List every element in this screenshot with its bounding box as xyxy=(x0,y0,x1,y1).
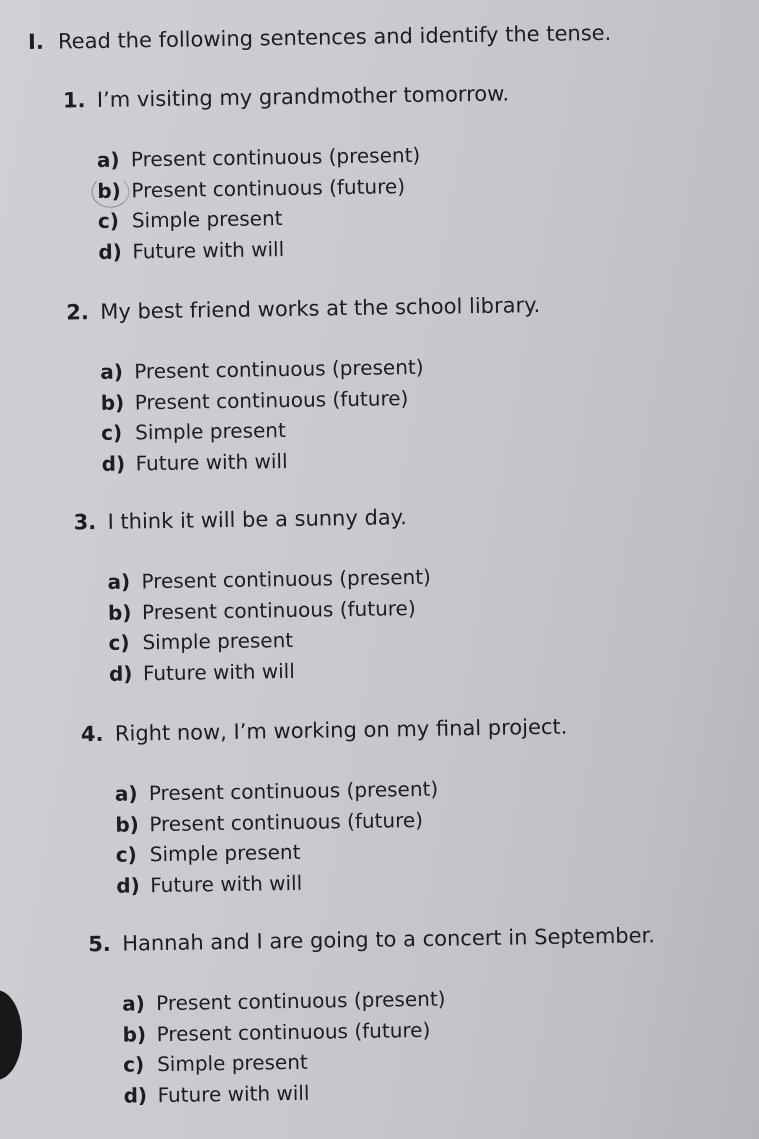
option-text: Future with will xyxy=(132,236,285,263)
option-letter: d) xyxy=(116,872,140,898)
option-letter: a) xyxy=(96,147,120,172)
question-text: I think it will be a sunny day. xyxy=(107,505,407,534)
question-text: Hannah and I are going to a concert in September. xyxy=(122,923,656,956)
option-text: Simple present xyxy=(149,839,301,867)
question-number: 3. xyxy=(73,510,97,535)
option-text: Future with will xyxy=(157,1080,310,1107)
option-text: Simple present xyxy=(156,1049,308,1077)
option-letter: d) xyxy=(101,451,126,476)
pencil-circle-mark xyxy=(91,175,129,208)
option-letter: a) xyxy=(100,359,124,384)
option-text: Present continuous (future) xyxy=(141,595,416,624)
question-4 xyxy=(81,712,570,902)
option-letter: a) xyxy=(114,781,138,806)
option-letter: c) xyxy=(97,208,120,233)
question-number: 2. xyxy=(66,300,90,325)
option-d[interactable] xyxy=(116,863,570,901)
option-letter: a) xyxy=(107,569,131,594)
section-heading xyxy=(28,21,612,54)
option-letter: c) xyxy=(108,630,130,655)
option-letter: c) xyxy=(100,420,123,445)
question-text: My best friend works at the school library. xyxy=(100,293,541,324)
question-3 xyxy=(73,502,432,690)
question-number: 5. xyxy=(88,931,111,957)
option-letter: b) xyxy=(97,178,122,203)
option-text: Present continuous (future) xyxy=(131,173,406,202)
option-d[interactable] xyxy=(98,230,512,267)
question-5 xyxy=(88,920,658,1111)
option-c[interactable] xyxy=(108,623,432,659)
option-d[interactable] xyxy=(109,653,433,689)
option-letter: d) xyxy=(108,660,133,686)
option-text: Future with will xyxy=(135,448,288,475)
option-text: Present continuous (present) xyxy=(148,776,439,806)
question-number: 4. xyxy=(80,721,104,747)
question-2 xyxy=(66,290,543,479)
option-letter: c) xyxy=(122,1052,145,1077)
question-text: Right now, I’m working on my final project. xyxy=(114,714,568,746)
section-number: I. xyxy=(27,29,45,55)
option-text: Present continuous (future) xyxy=(149,807,424,836)
question-1 xyxy=(63,78,512,267)
option-letter: d) xyxy=(98,239,122,264)
option-d[interactable] xyxy=(101,442,542,479)
option-text: Present continuous (future) xyxy=(134,385,409,414)
section-instruction: Read the following sentences and identify the tense. xyxy=(57,20,612,54)
option-letter: b) xyxy=(100,390,125,415)
option-text: Future with will xyxy=(142,658,295,685)
option-a[interactable] xyxy=(107,562,431,598)
option-text: Simple present xyxy=(142,627,294,655)
option-text: Simple present xyxy=(131,206,283,233)
question-text: I’m visiting my grandmother tomorrow. xyxy=(96,81,510,112)
option-text: Present continuous (present) xyxy=(155,986,446,1016)
option-text: Present continuous (present) xyxy=(141,564,432,594)
option-text: Simple present xyxy=(134,418,287,445)
option-letter: b) xyxy=(107,599,132,625)
option-letter: c) xyxy=(115,842,137,867)
option-b[interactable] xyxy=(108,592,432,628)
question-number: 1. xyxy=(62,88,86,113)
option-letter: b) xyxy=(122,1021,147,1047)
option-text: Present continuous (present) xyxy=(134,354,424,384)
option-text: Present continuous (present) xyxy=(130,142,421,172)
option-letter: a) xyxy=(121,991,145,1016)
option-text: Future with will xyxy=(150,870,303,897)
option-letter: d) xyxy=(123,1082,148,1108)
option-text: Present continuous (future) xyxy=(156,1017,431,1046)
option-letter: b) xyxy=(115,811,139,837)
